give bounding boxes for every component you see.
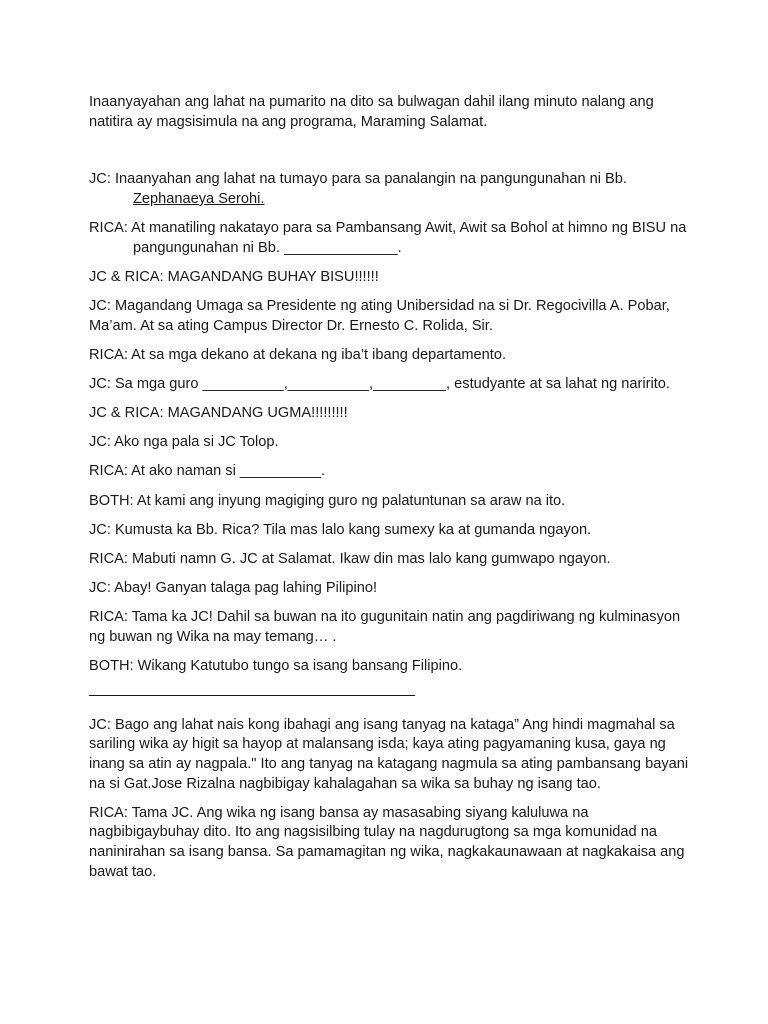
line-text: JC: Inaanyahan ang lahat na tumayo para sa panalangin na pangungunahan ni Bb. xyxy=(89,171,627,188)
script-line-jc-prayer xyxy=(89,170,689,209)
script-line-jc-teachers: JC: Sa mga guro __________,__________,_________, estudyante at sa lahat ng naririto. xyxy=(89,375,670,392)
script-line-jc-intro: JC: Ako nga pala si JC Tolop. xyxy=(89,434,279,451)
underlined-name: Zephanaeya Serohi. xyxy=(133,190,265,207)
script-line-rica-anthem: RICA: At manatiling nakatayo para sa Pambansang Awit, Awit sa Bohol at himno ng BISU na pangungunahan ni Bb. ______________. xyxy=(89,219,687,256)
intro-paragraph: Inaanyayahan ang lahat na pumarito na dito sa bulwagan dahil ilang minuto nalang ang natitira ay magsisimula na ang programa, Maraming Salamat. xyxy=(89,94,654,130)
document-page xyxy=(89,93,689,882)
script-line-rica-deans: RICA: At sa mga dekano at dekana ng iba’t ibang departamento. xyxy=(89,346,507,363)
script-line-both-hosts: BOTH: At kami ang inyung magiging guro ng palatuntunan sa araw na ito. xyxy=(89,492,566,509)
script-line-jc-abay: JC: Abay! Ganyan talaga pag lahing Pilipino! xyxy=(89,580,378,597)
script-line-jc-kumusta: JC: Kumusta ka Bb. Rica? Tila mas lalo kang sumexy ka at gumanda ngayon. xyxy=(89,521,592,538)
script-line-rica-theme: RICA: Tama ka JC! Dahil sa buwan na ito gugunitain natin ang pagdiriwang ng kulminasyon ng buwan ng Wika na may temang… . xyxy=(89,609,681,645)
divider-rule xyxy=(89,695,415,696)
script-line-rica-mabuti: RICA: Mabuti namn G. JC at Salamat. Ikaw din mas lalo kang gumwapo ngayon. xyxy=(89,551,611,568)
script-line-jc-president: JC: Magandang Umaga sa Presidente ng ating Unibersidad na si Dr. Regocivilla A. Pobar, Ma’am. At sa ating Campus Director Dr. Ernesto C. Rolida, Sir. xyxy=(89,297,670,334)
paragraph-rica-wika: RICA: Tama JC. Ang wika ng isang bansa ay masasabing siyang kaluluwa na nagbibigaybuhay dito. Ito ang nagsisilbing tulay na nagdurugtong sa mga komunidad na naninirahan sa isang bansa. Sa pamamagitan ng wika, nagkakaunawaan at nagkakaisa ang bawat tao. xyxy=(89,804,685,880)
script-line-both-greeting: JC & RICA: MAGANDANG BUHAY BISU!!!!!! xyxy=(89,268,379,285)
script-line-both-ugma: JC & RICA: MAGANDANG UGMA!!!!!!!!! xyxy=(89,405,348,422)
script-line-both-theme: BOTH: Wikang Katutubo tungo sa isang bansang Filipino. xyxy=(89,658,463,675)
script-line-rica-intro: RICA: At ako naman si __________. xyxy=(89,463,326,480)
paragraph-jc-quote: JC: Bago ang lahat nais kong ibahagi ang isang tanyag na kataga” Ang hindi magmahal sa sariling wika ay higit sa hayop at malansang isda; kaya ating pagyamaning kusa, gaya ng inang sa atin ay nagpala." Ito ang tanyag na katagang nagmula sa ating pambansang bayani na si Gat.Jose Rizalna nagbibigay kahalagahan sa wika sa buhay ng isang tao. xyxy=(89,716,689,792)
